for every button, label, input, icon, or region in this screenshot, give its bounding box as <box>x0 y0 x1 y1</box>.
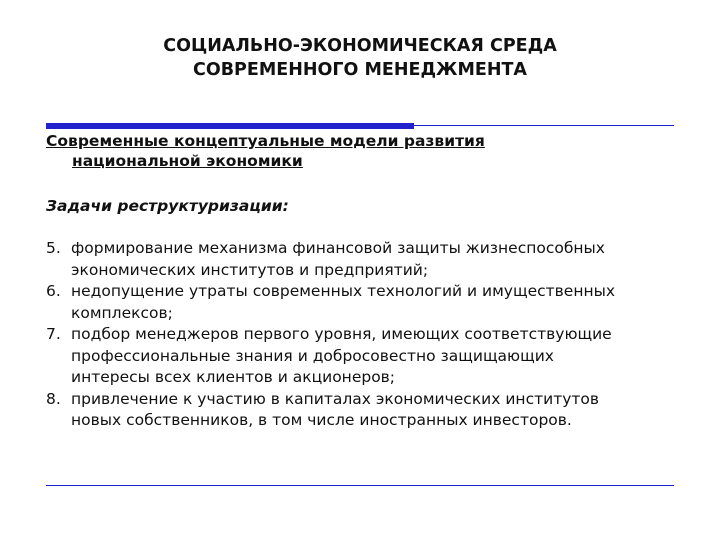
item-line: привлечение к участию в капиталах экономических институтов <box>71 389 600 408</box>
item-text <box>71 324 706 389</box>
list-item <box>46 281 706 324</box>
item-line: профессиональные знания и добросовестно защищающих <box>71 346 554 365</box>
item-line: недопущение утраты современных технологий и имущественных <box>71 282 616 300</box>
item-line: новых собственников, в том числе иностранных инвесторов. <box>71 411 572 429</box>
item-line: экономических институтов и предприятий; <box>71 260 429 279</box>
item-line: комплексов; <box>71 303 173 322</box>
list-item <box>46 324 706 389</box>
item-number: 5. <box>46 239 61 257</box>
task-list <box>46 238 706 432</box>
top-divider-thin <box>414 125 674 126</box>
subtitle <box>46 131 686 171</box>
top-divider-thick <box>46 123 414 129</box>
list-item <box>46 238 706 281</box>
item-text <box>71 238 706 281</box>
item-number: 7. <box>46 325 61 343</box>
tasks-heading: Задачи реструктуризации: <box>46 197 289 215</box>
item-line: интересы всех клиентов и акционеров; <box>71 368 396 386</box>
list-item <box>46 389 706 432</box>
slide-title <box>0 34 720 82</box>
item-text <box>71 389 706 432</box>
item-text <box>71 281 706 324</box>
item-number: 6. <box>46 282 61 300</box>
item-number: 8. <box>46 389 61 408</box>
title-line-1: СОЦИАЛЬНО-ЭКОНОМИЧЕСКАЯ СРЕДА <box>163 36 557 56</box>
subtitle-line-1: Современные концептуальные модели развития <box>46 132 485 150</box>
item-line: подбор менеджеров первого уровня, имеющих соответствующие <box>71 325 612 343</box>
title-line-2: СОВРЕМЕННОГО МЕНЕДЖМЕНТА <box>193 60 527 80</box>
subtitle-line-2: национальной экономики <box>72 152 303 170</box>
bottom-divider <box>46 485 674 486</box>
item-line: формирование механизма финансовой защиты жизнеспособных <box>71 239 605 257</box>
